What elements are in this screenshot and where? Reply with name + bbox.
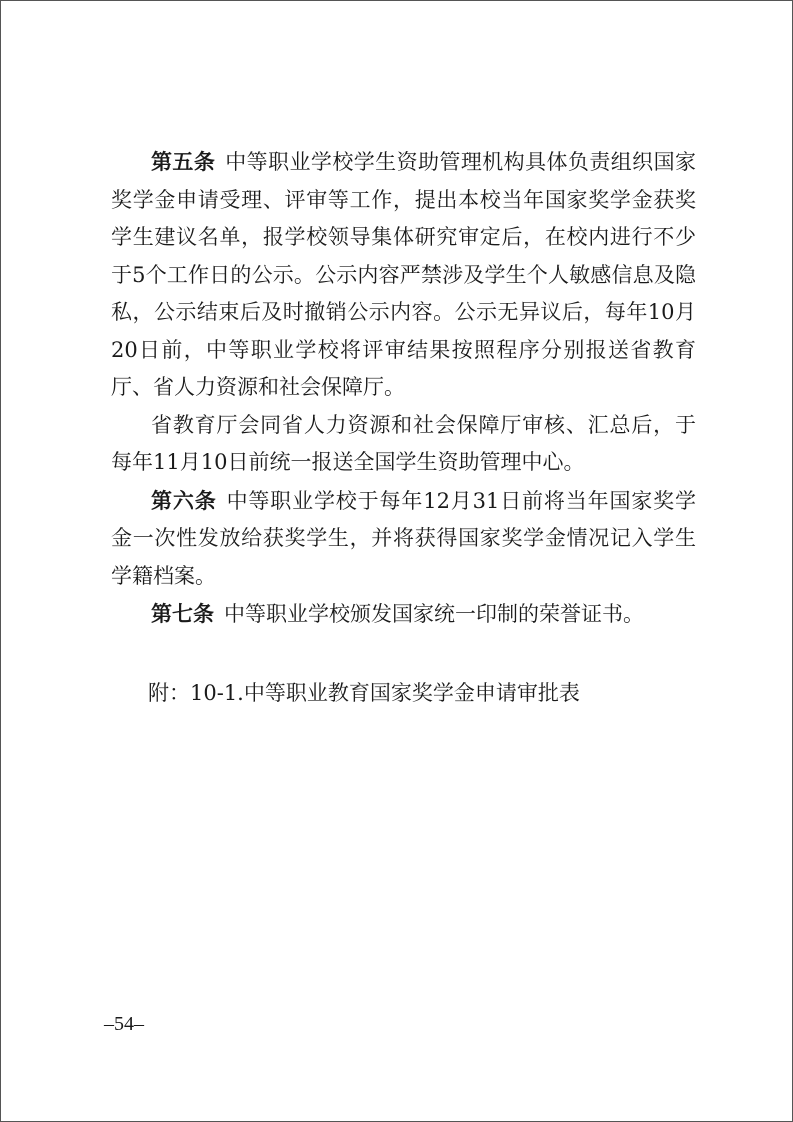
article-5-paragraph (111, 143, 696, 407)
article-5-continuation-text: 省教育厅会同省人力资源和社会保障厅审核、汇总后，于每年11月10日前统一报送全国学生资助管理中心。 (111, 412, 696, 474)
article-5-continuation-paragraph (111, 407, 696, 482)
article-5-text: 中等职业学校学生资助管理机构具体负责组织国家奖学金申请受理、评审等工作，提出本校当年国家奖学金获奖学生建议名单，报学校领导集体研究审定后，在校内进行不少于5个工作日的公示。公示内容严禁涉及学生个人敏感信息及隐私，公示结束后及时撤销公示内容。公示无异议后，每年10月20日前，中等职业学校将评审结果按照程序分别报送省教育厅、省人力资源和社会保障厅。 (111, 150, 696, 399)
article-7-heading: 第七条 (151, 601, 214, 626)
article-6-text: 中等职业学校于每年12月31日前将当年国家奖学金一次性发放给获奖学生，并将获得国家奖学金情况记入学生学籍档案。 (111, 488, 697, 588)
page-number: –54– (104, 1013, 144, 1035)
attachment-line: 附：10-1.中等职业教育国家奖学金申请审批表 (148, 681, 580, 705)
article-5-heading: 第五条 (151, 149, 216, 174)
article-7-text: 中等职业学校颁发国家统一印制的荣誉证书。 (224, 602, 644, 626)
article-6-paragraph (111, 482, 696, 596)
document-body (111, 143, 696, 634)
article-7-paragraph (111, 595, 696, 634)
article-6-heading: 第六条 (151, 487, 217, 513)
